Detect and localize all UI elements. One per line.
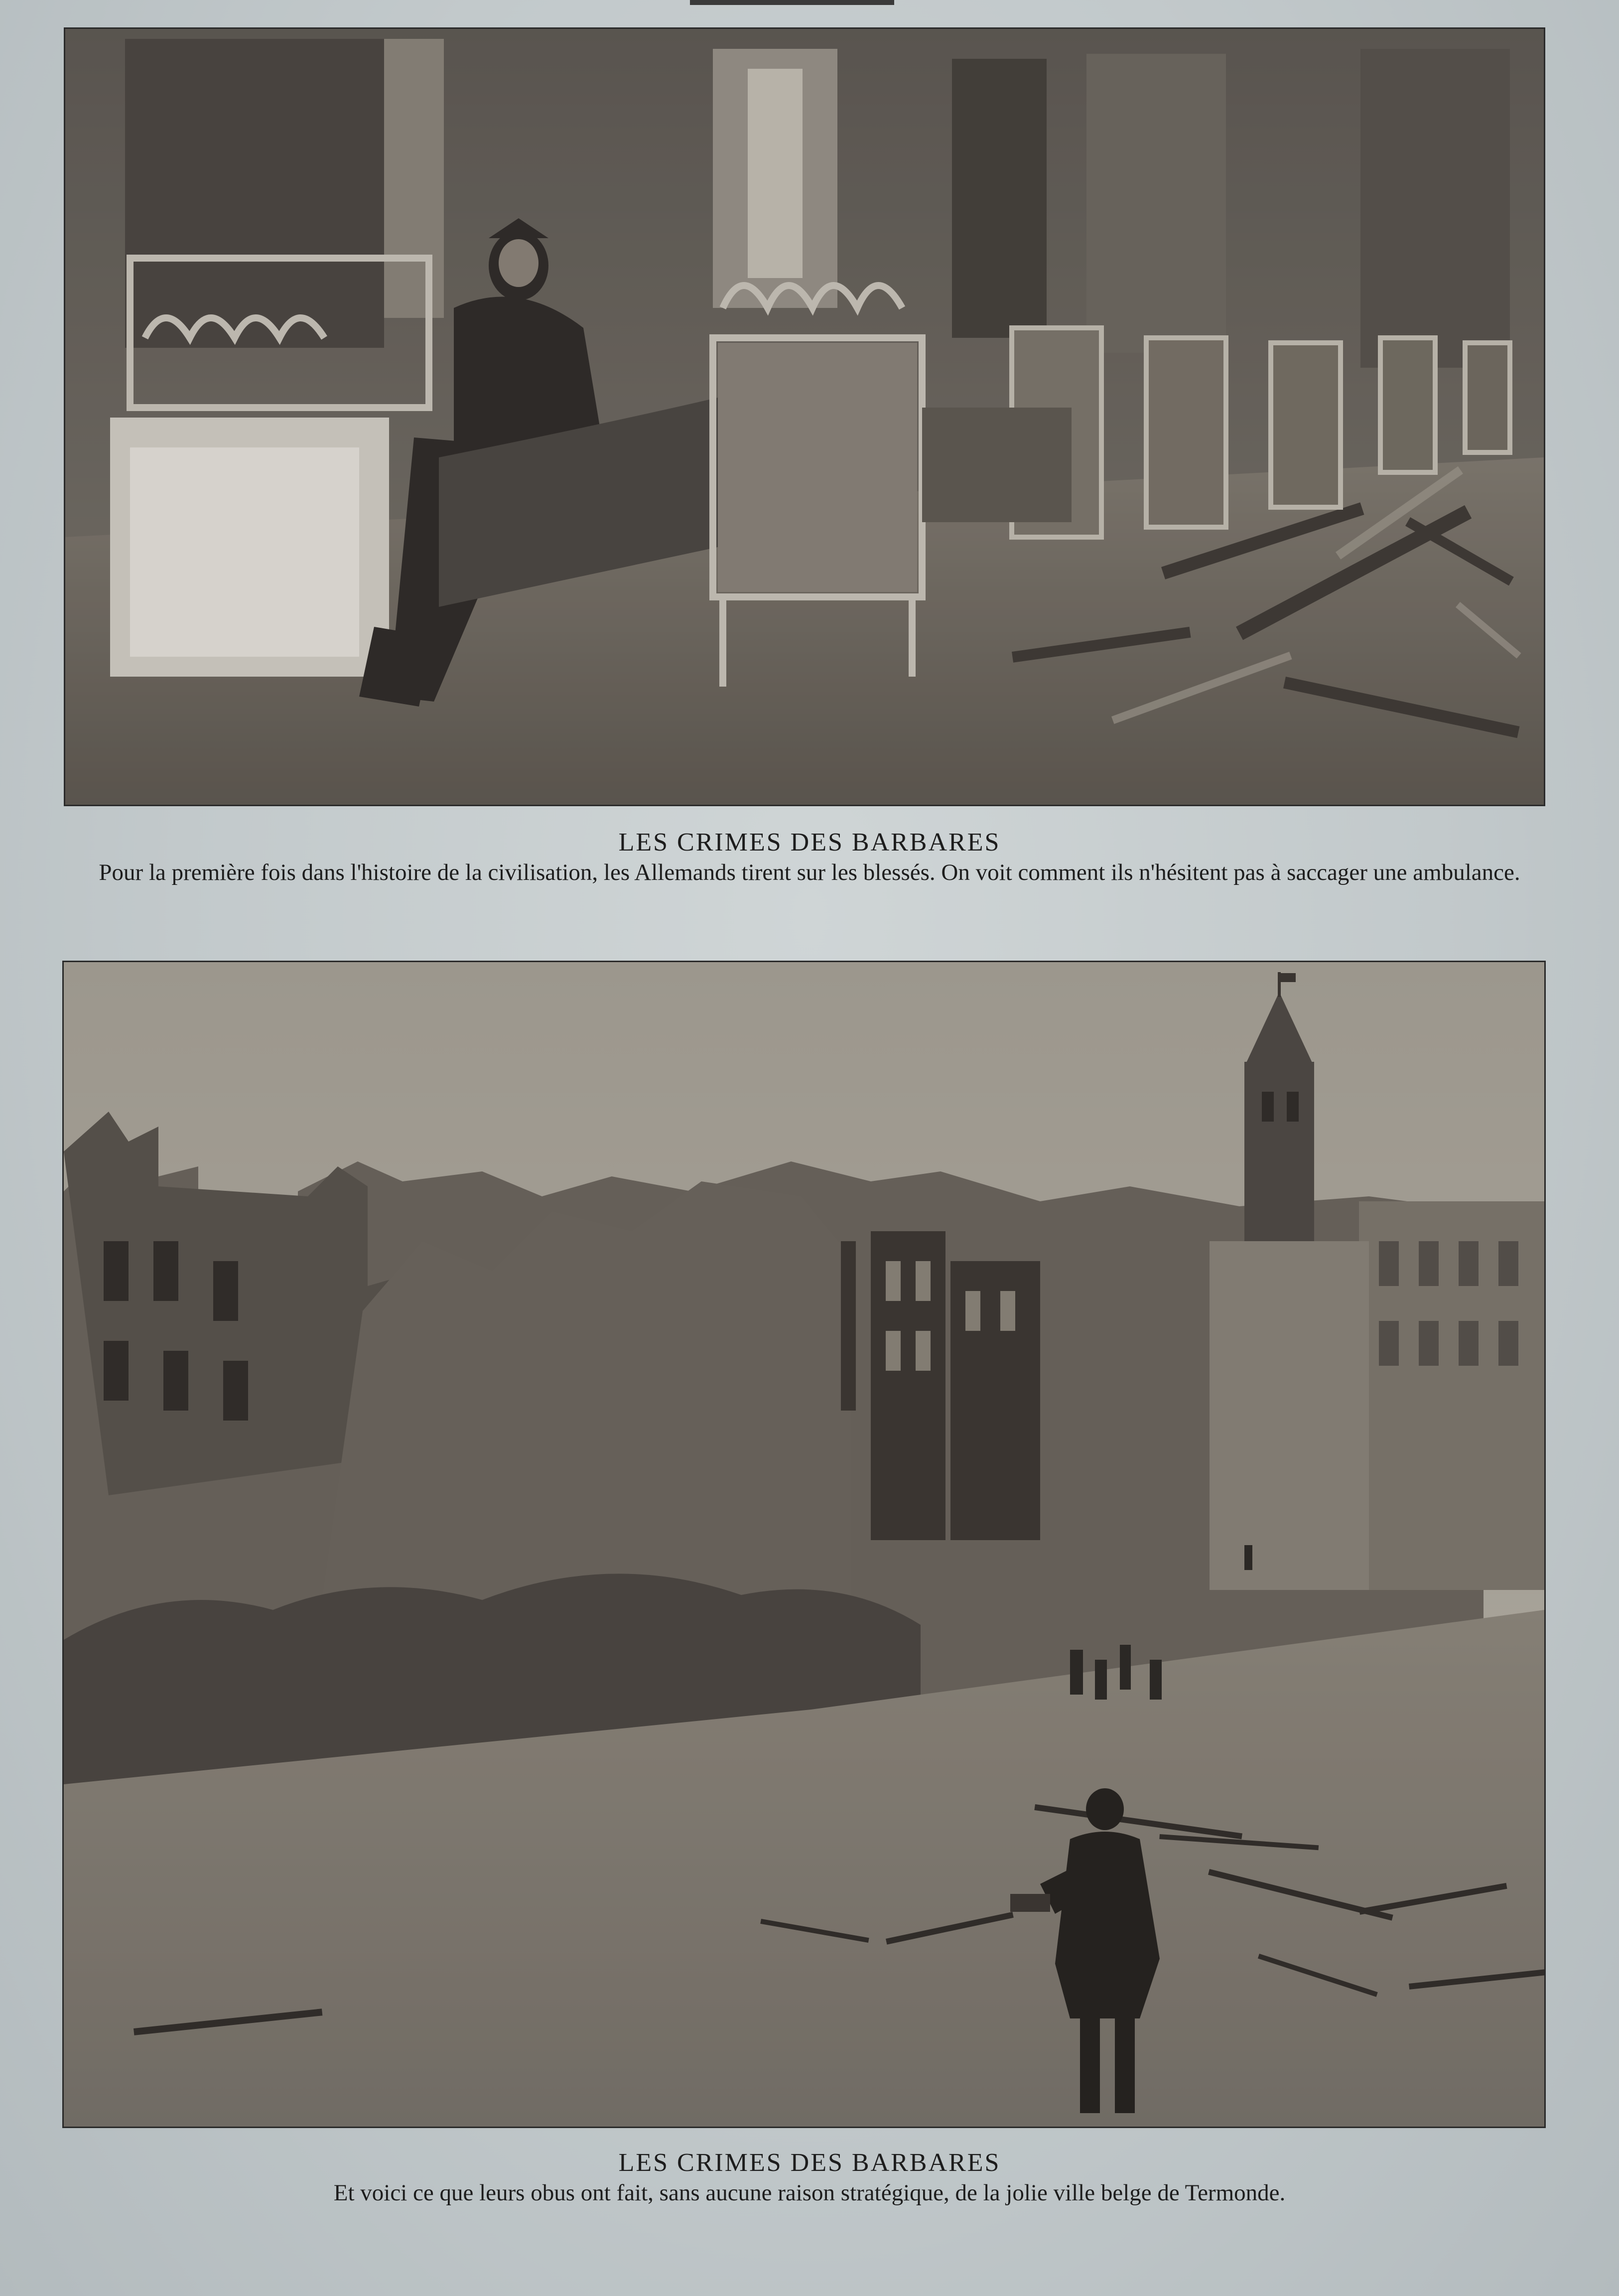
caption-top: [50, 827, 1569, 887]
caption-bottom-title: LES CRIMES DES BARBARES: [618, 2149, 1001, 2177]
photo-ruined-termonde: [62, 961, 1546, 2128]
caption-bottom-body: Et voici ce que leurs obus ont fait, sans aucune raison stratégique, de la jolie ville belge de Termonde.: [333, 2180, 1286, 2206]
ambulance-photo-illustration: [65, 29, 1544, 805]
caption-top-body: Pour la première fois dans l'histoire de la civilisation, les Allemands tirent sur les blessés. On voit comment ils n'hésitent pas à saccager une ambulance.: [99, 860, 1520, 885]
caption-bottom: [50, 2148, 1569, 2207]
termonde-photo-illustration: [64, 962, 1544, 2127]
photo-ransacked-ambulance: [64, 27, 1545, 806]
header-rule: [690, 0, 894, 5]
caption-top-title: LES CRIMES DES BARBARES: [618, 828, 1001, 857]
